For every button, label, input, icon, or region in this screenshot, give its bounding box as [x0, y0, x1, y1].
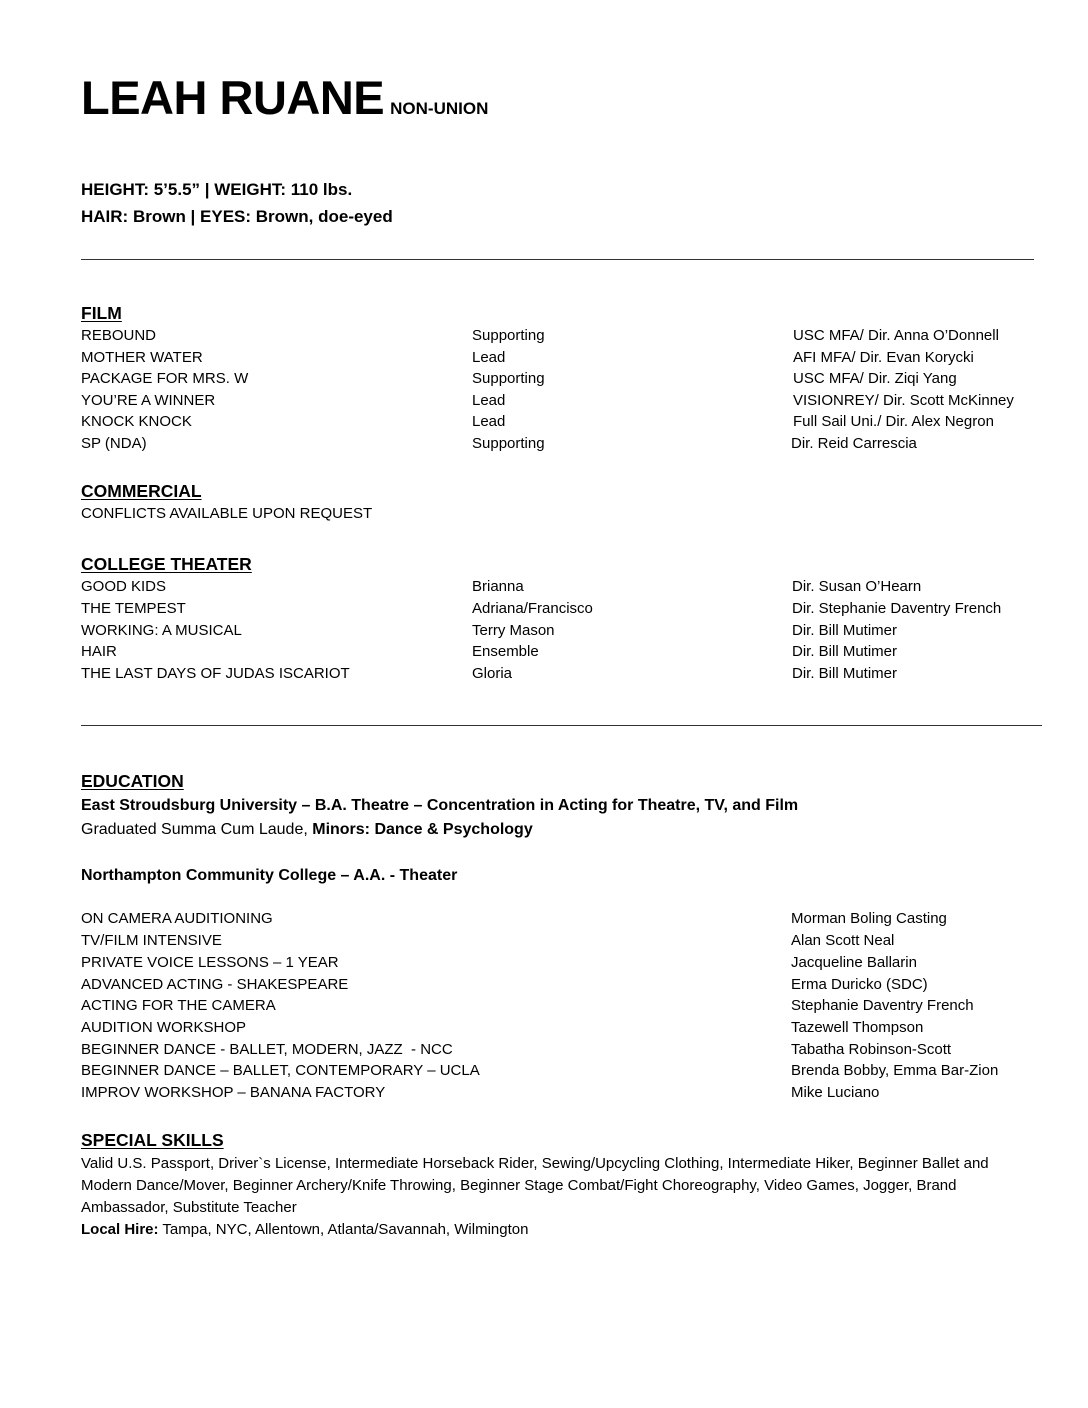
theater-title: GOOD KIDS — [81, 578, 167, 595]
theater-role: Brianna — [472, 578, 524, 595]
degree-honors — [81, 818, 533, 842]
film-row — [0, 390, 1088, 412]
film-credit: Full Sail Uni./ Dir. Alex Negron — [793, 413, 994, 430]
film-credit: Dir. Reid Carrescia — [791, 435, 917, 452]
union-status: NON-UNION — [390, 99, 489, 118]
film-title: YOU’RE A WINNER — [81, 392, 216, 409]
film-row — [0, 411, 1088, 433]
film-role: Lead — [472, 413, 506, 430]
stats-hair-eyes: HAIR: Brown | EYES: Brown, doe-eyed — [81, 207, 393, 226]
theater-credit: Dir. Susan O’Hearn — [792, 578, 922, 595]
training-row — [0, 1017, 1088, 1039]
actor-name — [81, 70, 488, 137]
local-hire-label: Local Hire: — [81, 1221, 159, 1238]
film-role: Supporting — [472, 370, 545, 387]
theater-title: THE TEMPEST — [81, 600, 186, 617]
divider-middle — [81, 725, 1042, 726]
film-role: Lead — [472, 349, 506, 366]
local-hire-value: Tampa, NYC, Allentown, Atlanta/Savannah, Wilmington — [158, 1221, 529, 1238]
theater-role: Adriana/Francisco — [472, 600, 593, 617]
film-role: Supporting — [472, 435, 545, 452]
training-row — [0, 995, 1088, 1017]
training-teacher: Jacqueline Ballarin — [791, 954, 917, 971]
training-course: ACTING FOR THE CAMERA — [81, 997, 276, 1014]
theater-row — [0, 598, 1088, 620]
training-teacher: Tabatha Robinson-Scott — [791, 1041, 952, 1058]
minors-text: Minors: Dance & Psychology — [312, 821, 533, 838]
theater-credit: Dir. Bill Mutimer — [792, 643, 898, 660]
theater-title: THE LAST DAYS OF JUDAS ISCARIOT — [81, 665, 350, 682]
training-row — [0, 1060, 1088, 1082]
section-heading-commercial: COMMERCIAL — [81, 481, 202, 501]
theater-row — [0, 620, 1088, 642]
film-title: SP (NDA) — [81, 435, 147, 452]
theater-credit: Dir. Stephanie Daventry French — [792, 600, 1002, 617]
training-row — [0, 1039, 1088, 1061]
training-teacher: Alan Scott Neal — [791, 932, 895, 949]
degree-associate: Northampton Community College – A.A. - Theater — [81, 867, 458, 884]
stats-height-weight: HEIGHT: 5’5.5” | WEIGHT: 110 lbs. — [81, 180, 353, 199]
theater-credit: Dir. Bill Mutimer — [792, 665, 898, 682]
theater-role: Gloria — [472, 665, 513, 682]
training-row — [0, 952, 1088, 974]
theater-row — [0, 663, 1088, 685]
training-course: ON CAMERA AUDITIONING — [81, 910, 273, 927]
training-teacher: Erma Duricko (SDC) — [791, 976, 928, 993]
film-row — [0, 368, 1088, 390]
training-teacher: Mike Luciano — [791, 1084, 880, 1101]
training-course: TV/FILM INTENSIVE — [81, 932, 222, 949]
training-row — [0, 908, 1088, 930]
theater-credit: Dir. Bill Mutimer — [792, 622, 898, 639]
training-teacher: Morman Boling Casting — [791, 910, 947, 927]
training-row — [0, 930, 1088, 952]
name-text: LEAH RUANE — [81, 71, 385, 124]
film-row — [0, 347, 1088, 369]
film-credit: USC MFA/ Dir. Anna O’Donnell — [793, 327, 999, 344]
film-credit: VISIONREY/ Dir. Scott McKinney — [793, 392, 1014, 409]
film-title: KNOCK KNOCK — [81, 413, 192, 430]
section-heading-film: FILM — [81, 303, 122, 323]
honors-text: Graduated Summa Cum Laude, — [81, 821, 313, 838]
section-heading-special-skills: SPECIAL SKILLS — [81, 1130, 224, 1150]
section-heading-college-theater: COLLEGE THEATER — [81, 554, 252, 574]
film-row — [0, 433, 1088, 455]
film-credit: AFI MFA/ Dir. Evan Korycki — [793, 349, 974, 366]
training-teacher: Tazewell Thompson — [791, 1019, 924, 1036]
film-row — [0, 325, 1088, 347]
special-skills-text: Valid U.S. Passport, Driver`s License, Intermediate Horseback Rider, Sewing/Upcycling Clothing, Intermediate Hiker, Beginner Ballet and Modern Dance/Mover, Beginner Archery/Knife Throwing, Beginner Stage Combat/Fight Choreography, Video Games, Jogger, Brand Ambassador, Substitute Teacher — [81, 1155, 989, 1216]
theater-role: Terry Mason — [472, 622, 555, 639]
training-course: PRIVATE VOICE LESSONS – 1 YEAR — [81, 954, 339, 971]
special-skills-block — [81, 1153, 1041, 1241]
training-row — [0, 1082, 1088, 1104]
film-role: Lead — [472, 392, 506, 409]
theater-role: Ensemble — [472, 643, 539, 660]
training-row — [0, 974, 1088, 996]
film-title: REBOUND — [81, 327, 157, 344]
training-course: BEGINNER DANCE – BALLET, CONTEMPORARY – UCLA — [81, 1062, 480, 1079]
film-title: MOTHER WATER — [81, 349, 203, 366]
film-role: Supporting — [472, 327, 545, 344]
theater-row — [0, 576, 1088, 598]
degree-bachelors: East Stroudsburg University – B.A. Theatre – Concentration in Acting for Theatre, TV, and Film — [81, 797, 799, 814]
film-title: PACKAGE FOR MRS. W — [81, 370, 249, 387]
section-heading-education: EDUCATION — [81, 771, 184, 791]
commercial-text: CONFLICTS AVAILABLE UPON REQUEST — [81, 505, 373, 522]
training-teacher: Brenda Bobby, Emma Bar-Zion — [791, 1062, 999, 1079]
theater-title: WORKING: A MUSICAL — [81, 622, 242, 639]
training-course: ADVANCED ACTING - SHAKESPEARE — [81, 976, 349, 993]
theater-row — [0, 641, 1088, 663]
divider-top — [81, 259, 1034, 260]
training-teacher: Stephanie Daventry French — [791, 997, 974, 1014]
training-course: BEGINNER DANCE - BALLET, MODERN, JAZZ - NCC — [81, 1041, 453, 1058]
training-course: AUDITION WORKSHOP — [81, 1019, 247, 1036]
theater-title: HAIR — [81, 643, 117, 660]
film-credit: USC MFA/ Dir. Ziqi Yang — [793, 370, 957, 387]
training-course: IMPROV WORKSHOP – BANANA FACTORY — [81, 1084, 386, 1101]
local-hire-line — [81, 1219, 1041, 1241]
